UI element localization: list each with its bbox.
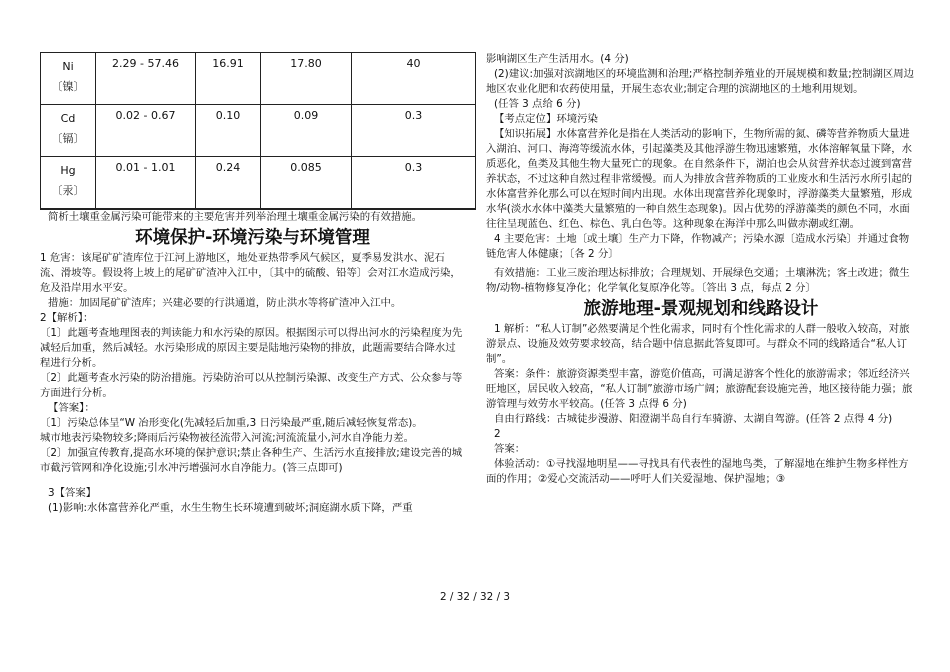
paragraph: 〔2〕加强宣传教育,提高水环境的保护意识;禁止各种生产、生活污水直接排放;建设完善的城市截污管网和净化设施;引水冲污增强河水自净能力。(答三点即可): [40, 447, 463, 474]
table-row: [41, 105, 476, 157]
value-cell: 0.24: [196, 157, 261, 210]
range-cell: 0.01 - 1.01: [96, 157, 196, 210]
paragraph: 【答案】：: [48, 402, 95, 414]
paragraph: 有效措施：工业三废治理达标排放；合理规划、开展绿色交通；土壤淋洗；客土改进；微生物/动物-植物修复净化；化学氧化复原净化等。〔答出 3 点，每点 2 分〕: [486, 267, 910, 294]
value-cell: 0.3: [352, 157, 476, 210]
table-row: [41, 53, 476, 105]
value-cell: 17.80: [261, 53, 352, 105]
paragraph: 答案：条件：旅游资源类型丰富，游览价值高，可满足游客个性化的旅游需求；邻近经济兴旺地区，居民收入较高，“私人订制”旅游市场广阔；旅游配套设施完善，地区接待能力强；旅游管理与效劳水平较高。(任答 3 点得 6 分): [486, 368, 913, 410]
heavy-metal-table: [40, 52, 476, 210]
page-number: 2 / 32 / 32 / 3: [440, 591, 510, 603]
section-heading: 旅游地理-景观规划和线路设计: [583, 299, 819, 319]
paragraph: 措施：加固尾矿矿渣库；兴建必要的行洪通道，防止洪水等将矿渣冲入江中。: [48, 297, 402, 309]
paragraph: (任答 3 点给 6 分): [494, 98, 581, 110]
paragraph: 影响湖区生产生活用水。(4 分): [486, 53, 629, 65]
value-cell: 0.085: [261, 157, 352, 210]
element-cell: Ni 〔镍〕: [41, 53, 96, 105]
value-cell: 40: [352, 53, 476, 105]
paragraph: (2)建议:加强对滨湖地区的环境监测和治理;严格控制养殖业的开展规模和数量;控制湖区周边地区农业化肥和农药使用量，开展生态农业;制定合理的滨湖地区的土地利用规划。: [486, 68, 915, 95]
right-column: [486, 0, 916, 487]
section-heading: 环境保护-环境污染与环境管理: [135, 228, 370, 248]
paragraph: 1 危害：该尾矿矿渣库位于江河上游地区，地处亚热带季风气候区，夏季易发洪水、泥石流、滑坡等。假设将上坡上的尾矿矿渣冲入江中，〔其中的硫酸、铅等〕会对江水造成污染，危及沿岸用水平安。: [40, 252, 461, 294]
range-cell: 0.02 - 0.67: [96, 105, 196, 157]
table-row: [41, 157, 476, 210]
intro-text: 简析土壤重金属污染可能带来的主要危害并列举治理土壤重金属污染的有效措施。: [48, 211, 423, 223]
paragraph: 〔1〕此题考查地理图表的判读能力和水污染的原因。根据图示可以得出河水的污染程度为先减轻后加重，然后减轻。水污染形成的原因主要是陆地污染物的排放，此题需要结合降水过程进行分析。: [40, 327, 463, 369]
paragraph: 2: [494, 428, 501, 440]
paragraph: 体验活动：①寻找湿地明星——寻找具有代表性的湿地鸟类，了解湿地在维护生物多样性方面的作用；②爱心交流活动——呼吁人们关爱湿地、保护湿地；③: [486, 458, 909, 485]
paragraph: 2【解析】：: [40, 312, 94, 324]
value-cell: 16.91: [196, 53, 261, 105]
value-cell: 0.3: [352, 105, 476, 157]
range-cell: 2.29 - 57.46: [96, 53, 196, 105]
left-column: [40, 0, 465, 516]
paragraph: 答案：: [494, 443, 526, 455]
paragraph: 自由行路线：古城徒步漫游、阳澄湖半岛自行车骑游、太湖自驾游。(任答 2 点得 4 分): [494, 413, 893, 425]
element-cell: Cd 〔镉〕: [41, 105, 96, 157]
spacer: [40, 476, 465, 486]
paragraph: 〔1〕污染总体呈“W 冶形变化(先减轻后加重,3 日污染最严重,随后减轻恢复常态)。: [40, 417, 423, 429]
element-cell: Hg 〔汞〕: [41, 157, 96, 210]
paragraph: 〔2〕此题考查水污染的防治措施。污染防治可以从控制污染源、改变生产方式、公众参与等方面进行分析。: [40, 372, 463, 399]
paragraph: (1)影响:水体富营养化严重，水生生物生长环境遭到破坏;洞庭湖水质下降，严重: [48, 502, 413, 514]
value-cell: 0.10: [196, 105, 261, 157]
paragraph: 4 主要危害：土地〔或土壤〕生产力下降，作物减产；污染水源〔造成水污染〕并通过食物链危害人体健康；〔各 2 分〕: [486, 233, 910, 260]
paragraph: 3【答案】: [48, 487, 97, 499]
value-cell: 0.09: [261, 105, 352, 157]
paragraph: 1 解析：“私人订制”必然要满足个性化需求，同时有个性化需求的人群一般收入较高，对旅游景点、设施及效劳要求较高，结合题中信息据此答复即可。与群众不同的线路适合“私人订制”。: [486, 323, 910, 365]
paragraph: 城市地表污染物较多;降雨后污染物被径流带入河流;河流流量小,河水自净能力差。: [40, 432, 414, 444]
paragraph: 【知识拓展】水体富营养化是指在人类活动的影响下，生物所需的氮、磷等营养物质大量进入湖泊、河口、海湾等缓流水体，引起藻类及其他浮游生物迅速繁殖，水体溶解氧量下降，水质恶化，鱼类及其他生物大量死亡的现象。在自然条件下，湖泊也会从贫营养状态过渡到富营养状态，不过这种自然过程非常缓慢。而人为排放含营养物质的工业废水和生活污水所引起的水体富营养化那么可以在短时间内出现。水体出现富营养化现象时，浮游藻类大量繁殖，形成水华(淡水水体中藻类大量繁殖的一种自然生态现象)。因占优势的浮游藻类的颜色不同，水面往往呈现蓝色、红色、棕色、乳白色等。这种现象在海洋中那么叫做赤潮或红潮。: [486, 128, 913, 230]
paragraph: 【考点定位】环境污染: [494, 113, 598, 125]
